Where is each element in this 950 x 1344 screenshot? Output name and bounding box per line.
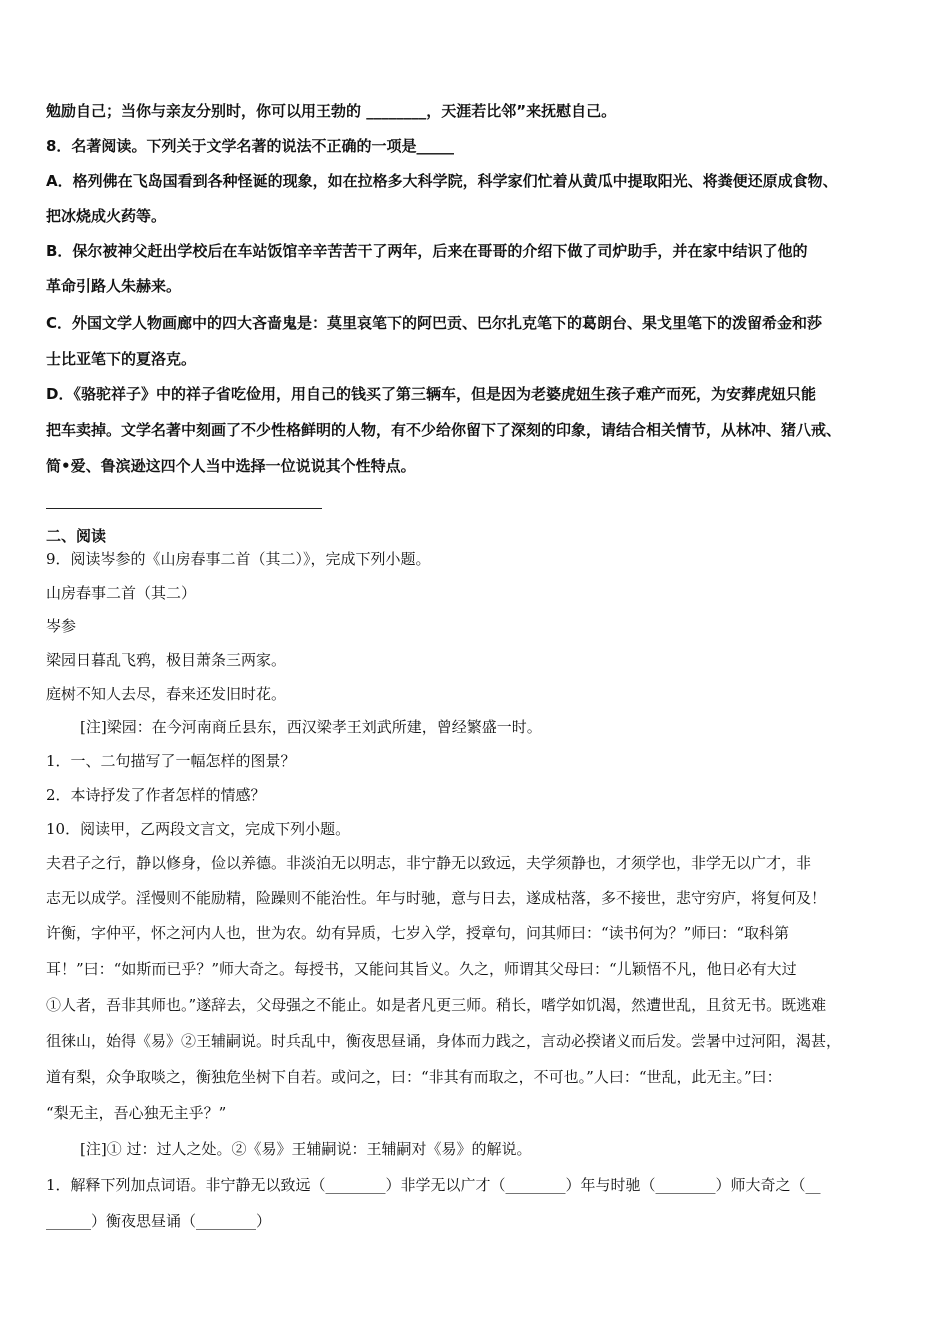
q8-option-a-line1: A．格列佛在飞岛国看到各种怪诞的现象，如在拉格多大科学院，科学家们忙着从黄瓜中提取阳光、将粪便还原成食物、 [46,172,838,190]
passage-a-line1: 夫君子之行，静以修身，俭以养德。非淡泊无以明志，非宁静无以致远，夫学须静也，才须学也，非学无以广才，非 [46,854,812,872]
q9-sub-1: 1．一、二句描写了一幅怎样的图景？ [46,752,296,770]
q7-text-end: 勉励自己；当你与亲友分别时，你可以用王勃的 ________，天涯若比邻”来抚慰自己。 [46,102,617,120]
q10-sub-1-line2: ______）衡夜思昼诵（________） [46,1212,272,1230]
q9-sub-2: 2．本诗抒发了作者怎样的情感？ [46,786,266,804]
poem-line-1: 梁园日暮乱飞鸦，极目萧条三两家。 [46,651,287,669]
passage-a-line2: 志无以成学。淫慢则不能励精，险躁则不能治性。年与时驰，意与日去，遂成枯落，多不接世，悲守穷庐，将复何及！ [46,889,827,907]
passage-b-line2: 耳！”曰：“如斯而已乎？”师大奇之。每授书，又能问其旨义。久之，师谓其父母曰：“儿颖悟不凡，他日必有大过 [46,960,797,978]
q8-option-c-line1: C．外国文学人物画廊中的四大吝啬鬼是：莫里哀笔下的阿巴贡、巴尔扎克笔下的葛朗台、果戈里笔下的泼留希金和莎 [46,314,823,332]
q10-sub-1-line1: 1．解释下列加点词语。非宁静无以致远（________）非学无以广才（________）年与时驰（________）师大奇之（__ [46,1176,821,1194]
q8-option-b-line2: 革命引路人朱赫来。 [46,277,182,295]
poem-line-2: 庭树不知人去尽，春来还发旧时花。 [46,685,287,703]
passage-b-line3: ①人者，吾非其师也。”遂辞去，父母强之不能止。如是者凡更三师。稍长，嗜学如饥渴，然遭世乱，且贫无书。既逃难 [46,996,827,1014]
q8-option-d-line1: D．《骆驼祥子》中的祥子省吃俭用，用自己的钱买了第三辆车，但是因为老婆虎妞生孩子难产而死，为安葬虎妞只能 [46,385,816,403]
q8-option-d-line2: 把车卖掉。文学名著中刻画了不少性格鲜明的人物，有不少给你留下了深刻的印象，请结合相关情节，从林冲、猪八戒、 [46,421,842,439]
q9-stem: 9．阅读岑参的《山房春事二首（其二）》，完成下列小题。 [46,550,431,568]
q8-option-c-line2: 士比亚笔下的夏洛克。 [46,350,197,368]
poem-note: [注]梁园：在今河南商丘县东，西汉梁孝王刘武所建，曾经繁盛一时。 [80,718,542,736]
poem-author: 岑参 [46,617,77,635]
section-heading-reading: 二、阅读 [46,527,107,545]
passage-b-line1: 许衡，字仲平，怀之河内人也，世为农。幼有异质，七岁入学，授章句，问其师曰：“读书何为？”师曰：“取科第 [46,924,790,942]
passage-b-line4: 徂徕山，始得《易》②王辅嗣说。时兵乱中，衡夜思昼诵，身体而力践之，言动必揆诸义而后发。尝暑中过河阳，渴甚， [46,1032,842,1050]
poem-title: 山房春事二首（其二） [46,584,197,602]
passage-b-line5: 道有梨，众争取啖之，衡独危坐树下自若。或问之，曰：“非其有而取之，不可也。”人曰：“世乱，此无主。”曰： [46,1068,782,1086]
q8-option-a-line2: 把冰烧成火药等。 [46,207,167,225]
q10-stem: 10．阅读甲，乙两段文言文，完成下列小题。 [46,820,351,838]
q8-stem: 8．名著阅读。下列关于文学名著的说法不正确的一项是_____ [46,137,454,155]
passage-b-line6: “梨无主，吾心独无主乎？” [46,1104,227,1122]
q8-option-b-line1: B．保尔被神父赶出学校后在车站饭馆辛辛苦苦干了两年，后来在哥哥的介绍下做了司炉助手，并在家中结识了他的 [46,242,808,260]
passage-b-note: [注]① 过：过人之处。②《易》王辅嗣说：王辅嗣对《易》的解说。 [80,1140,532,1158]
answer-line [46,508,322,509]
q8-option-d-line3: 简•爱、鲁滨逊这四个人当中选择一位说说其个性特点。 [46,457,416,475]
